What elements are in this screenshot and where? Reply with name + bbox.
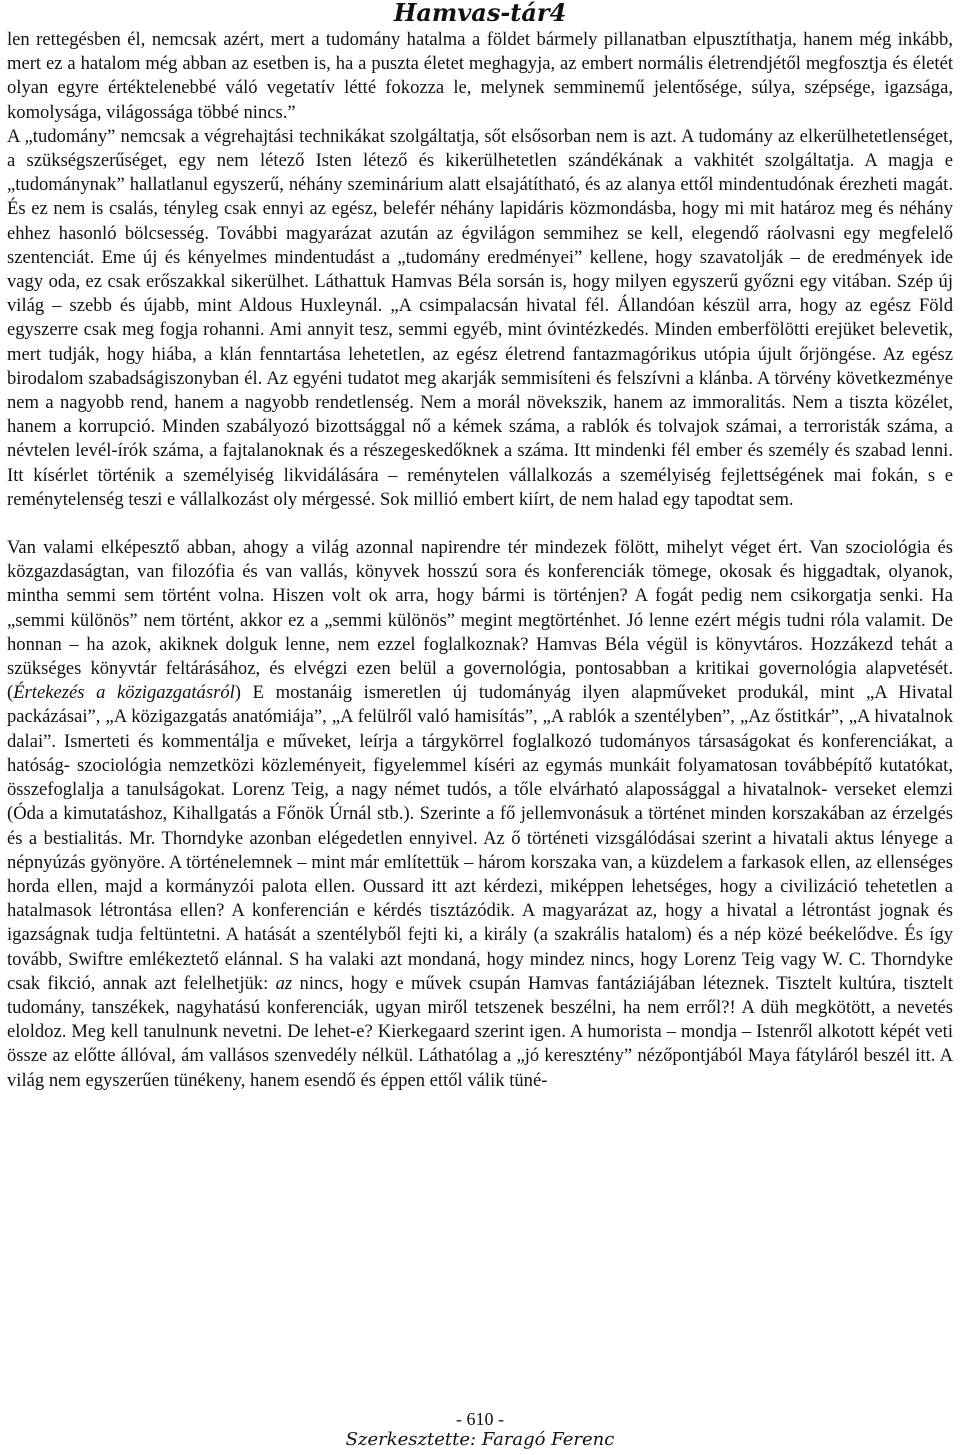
paragraph-2: A „tudomány” nemcsak a végrehajtási technikákat szolgáltatja, sőt elsősorban nem is azt. A tudomány az elkerülhetetlenséget, a szükségszerűséget, egy nem létező Isten létező és kikerülhetetlen szándékának a vakhitét szolgáltatja. A magja e „tudománynak” hallatlanul egyszerű, néhány szeminárium alatt elsajátítható, és az alanya ettől mindentudónak érezheti magát. És ez nem is csalás, tényleg csak ennyi az egész, belefér néhány lapidáris közmondásba, hogy mi mit határoz meg és néhány ehhez hasonló bölcsesség. További magyarázat azután az égvilágon semmihez se kell, elegendő ráolvasni egy megfelelő szentenciát. Eme új és kényelmes mindentudást a „tudomány eredményei” kellene, hogy szavatolják – de eredmények ide vagy oda, ez csak erőszakkal sikerülhet. Láthattuk Hamvas Béla sorsán is, hogy milyen egyszerű győzni egy vitában. Szép új világ – szebb és újabb, mint Aldous Huxleynál. „A csimpalacsán hivatal fél. Állandóan készül arra, hogy az egész Föld egyszerre csak meg fogja rohanni. Ami annyit tesz, semmi egyéb, mint óvintézkedés. Minden emberfölötti erejüket belevetik, mert tudják, hogy hiába, a klán fenntartása lehetetlen, az egész életrend fantazmagórikus utópia újult őrjöngése. Az egész birodalom szabadságiszonyban él. Az egyéni tudatot meg akarják semmisíteni és felszívni a klánba. A törvény következménye nem a nagyobb rend, hanem a nagyobb rendetlenség. Nem a morál növekszik, hanem az immoralitás. Nem a tiszta közélet, hanem a korrupció. Minden szabályozó bizottsággal nő a kémek száma, a rablók és tolvajok számai, a terroristák száma, a névtelen levél-írók száma, a fajtalanoknak és a részegeskedőknek a száma. Itt mindenki fél ember és személy és szabad lenni. Itt kísérlet történik a személyiség likvidálására – reménytelen vállalkozás a személyiség fejlettségének mai fokán, s e reménytelenség teszi e vállalkozást oly mérgessé. Sok millió embert kiírt, de nem halad egy tapodtat sem. xyxy=(7,125,953,510)
paragraph-3-text-c: nincs, hogy e művek csupán Hamvas fantáziájában léteznek. Tisztelt kultúra, tisztelt tudomány, tanszékek, nagyhatású konferenciák, ugyan miről tetszenek beszélni, ha nem erről?! A düh megkötött, a nevetés eloldoz. Meg kell tanulnunk nevetni. De lehet-e? Kierkegaard szerint igen. A humorista – mondja – Istenről alkotott képét veti össze az előtte állóval, ám vallásos szenvedély nélkül. Láthatólag a „jó keresztény” nézőpontjából Maya fátyláról beszél itt. A világ nem egyszerűen tünékeny, hanem esendő és éppen ettől válik tüné- xyxy=(7,972,953,1091)
running-header-title: Hamvas-tár4 xyxy=(393,0,567,27)
paragraph-3 xyxy=(7,536,953,1093)
paragraph-3-italic-title: Értekezés a közigazgatásról xyxy=(13,682,235,704)
paragraph-3-text-a: Van valami elképesztő abban, ahogy a világ azonnal napirendre tér mindezek fölött, mihelyt véget ért. Van szociológia és közgazdaságtan, van filozófia és van vallás, könyvek hosszú sora és konferenciák tömege, okosak és higgadtak, olyanok, mintha semmi sem történt volna. Hiszen volt ok arra, hogy bármi is történjen? A fogát pedig nem csikorgatja senki. Ha „semmi különös” nem történt, akkor ez a „semmi különös” megint megtörténhet. Jó lenne ezért mégis tudni róla valamit. De honnan – ha azok, akiknek dolguk lenne, nem ezzel foglalkoznak? Hamvas Béla végül is könyvtáros. Hozzákezd tehát a szükséges könyvtár feltárásához, és elvégzi ezen belül a governológia, pontosabban a kritikai governológia alapvetését. ( xyxy=(7,537,953,704)
footer-editor-credit: Szerkesztette: Faragó Ferenc xyxy=(345,1429,615,1450)
body-text xyxy=(7,28,953,1093)
paragraph-1: len rettegésben él, nemcsak azért, mert a tudomány hatalma a földet bármely pillanatban elpusztíthatja, hanem még inkább, mert ez a hatalom még abban az esetben is, ha a puszta életet meghagyja, az embert normális életrendjétől megfosztja és életét olyan egyre értéktelenebbé váló vegetatív létté fokozza le, melynek semminemű jelentősége, súlya, szépsége, igazsága, komolysága, világossága többé nincs.” xyxy=(7,29,953,123)
paragraph-3-italic-word: az xyxy=(275,972,293,994)
page-number: - 610 - xyxy=(456,1409,504,1429)
paragraph-3-text-b: ) E mostanáig ismeretlen új tudományág ilyen alapműveket produkál, mint „A Hivatal packázásai”, „A közigazgatás anatómiája”, „A felülről való hamisítás”, „A rablók a szentélyben”, „Az őstitkár”, „A hivatalnok dalai”. Ismerteti és kommentálja e műveket, leírja a tárgykörrel foglalkozó tudományos társaságokat és konferenciákat, a hatóság- szociológia nemzetközi közleményeit, figyelemmel kíséri az egymás munkáit folyamatosan továbbépítő kutatókat, összefoglalja a tanulságokat. Lorenz Teig, a nagy német tudós, a tőle elvárható alapossággal a hivatalnok- verseket elemzi (Óda a kimutatáshoz, Kihallgatás a Főnök Úrnál stb.). Szerinte a fő jellemvonásuk a történet minden korszakában az érzelgés és a bestialitás. Mr. Thorndyke azonban elégedetlen ennyivel. Az ő történeti vizsgálódásai szerint a hivatali aktus lényege a népnyúzás gyönyöre. A történelemnek – mint már említettük – három korszaka van, a küzdelem a farkasok ellen, az ellenséges horda ellen, majd a kormányzói palota ellen. Oussard itt azt kérdezi, miképpen lehetséges, hogy a civilizáció tehetetlen a hatalmasok létrontása ellen? A konferencián e kérdés tisztázódik. A magyarázat az, hogy a hivatal a létrontást jognak és igazságnak tudja feltüntetni. A hatását a szentélyből fejti ki, a király (a szakrális hatalom) és a nép közé beékelődve. És így tovább, Swiftre emlékeztető elánnal. S ha valaki azt mondaná, hogy mindez nincs, hogy Lorenz Teig vagy W. C. Thorndyke csak fikció, annak azt felelhetjük: xyxy=(7,682,953,994)
